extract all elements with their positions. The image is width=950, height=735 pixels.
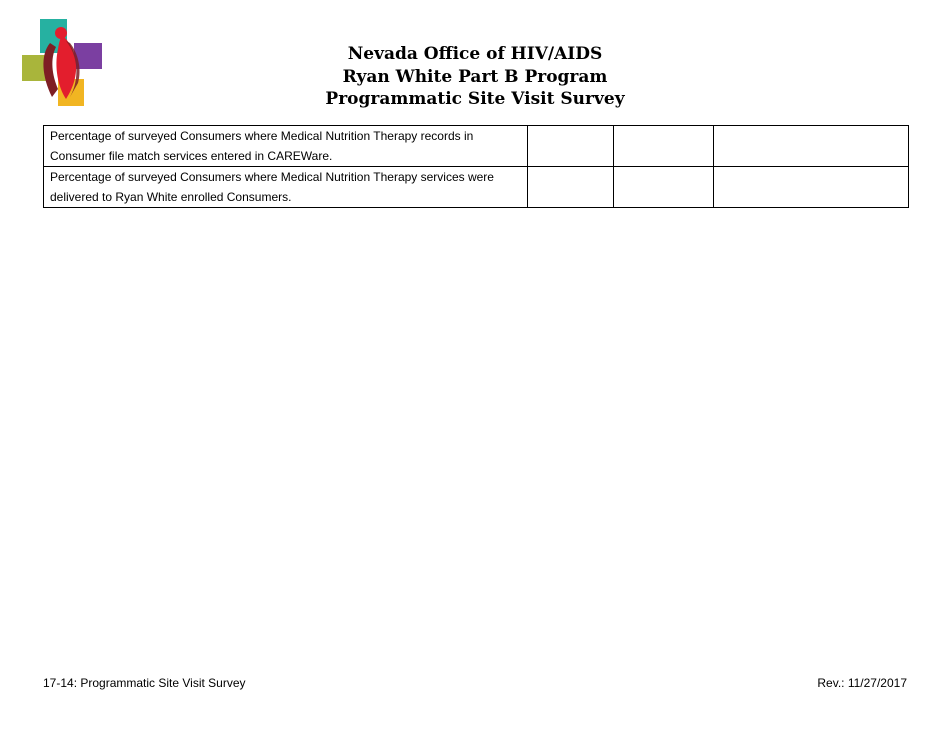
table-row — [44, 167, 909, 208]
header-title-line-2: Ryan White Part B Program — [342, 66, 608, 87]
measure-cell: Percentage of surveyed Consumers where Medical Nutrition Therapy services were delivered to Ryan White enrolled Consumers. — [44, 167, 528, 208]
comments-cell[interactable] — [714, 126, 909, 167]
logo-head — [55, 27, 67, 39]
table-row — [44, 126, 909, 167]
footer-revision-date: Rev.: 11/27/2017 — [817, 676, 907, 690]
comments-cell[interactable] — [714, 167, 909, 208]
footer-document-title: 17-14: Programmatic Site Visit Survey — [43, 676, 246, 690]
response-cell[interactable] — [614, 126, 714, 167]
header-title-line-1: Nevada Office of HIV/AIDS — [347, 44, 603, 64]
response-cell[interactable] — [528, 167, 614, 208]
header-title-line-3: Programmatic Site Visit Survey — [325, 89, 625, 109]
measure-cell: Percentage of surveyed Consumers where Medical Nutrition Therapy records in Consumer file match services entered in CAREWare. — [44, 126, 528, 167]
survey-table — [43, 125, 909, 208]
page-header — [0, 43, 950, 111]
response-cell[interactable] — [528, 126, 614, 167]
response-cell[interactable] — [614, 167, 714, 208]
